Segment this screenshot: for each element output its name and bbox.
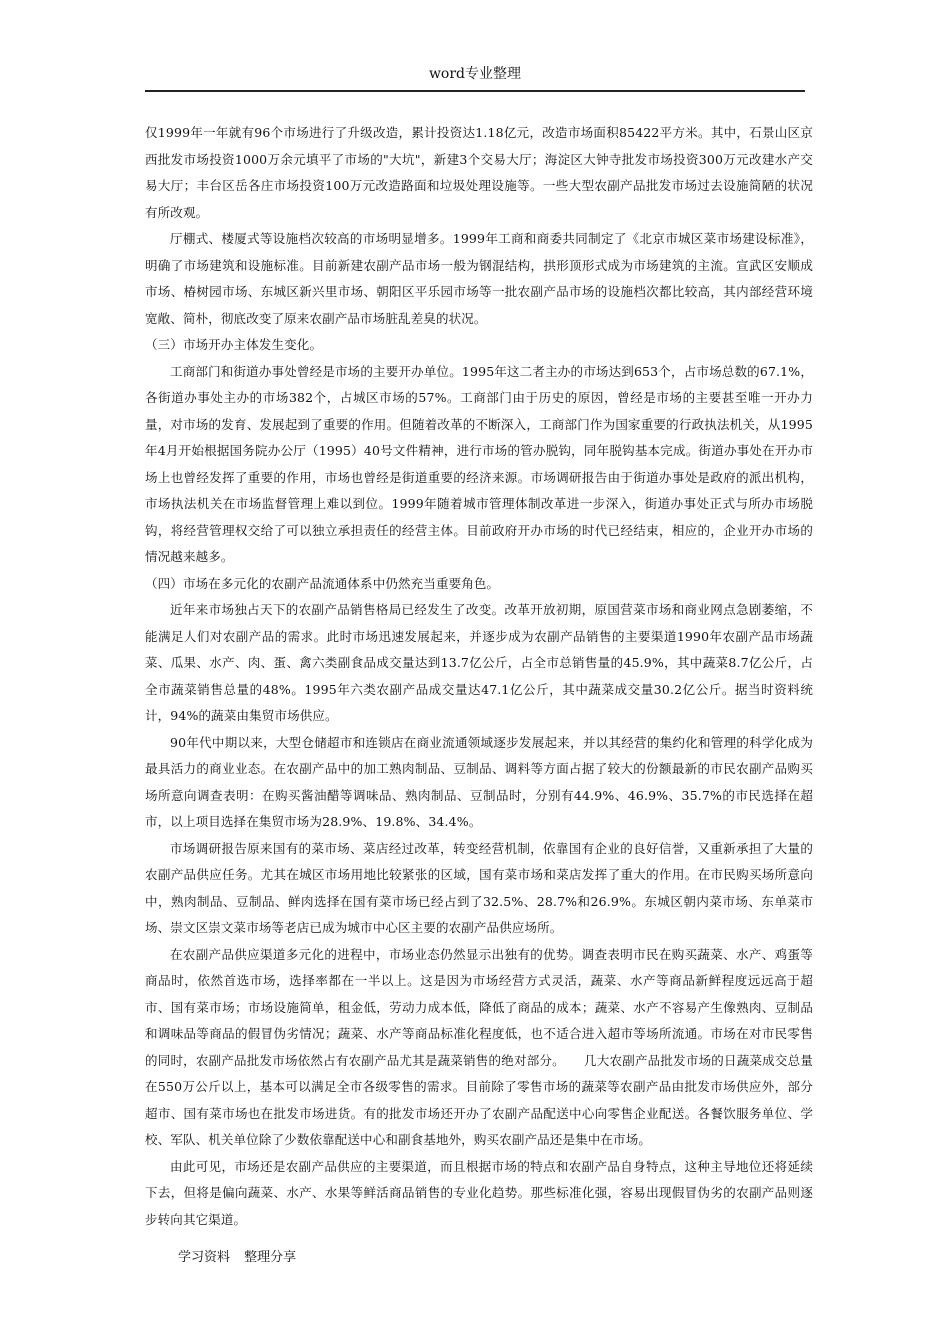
- paragraph: 在农副产品供应渠道多元化的进程中，市场业态仍然显示出独有的优势。调查表明市民在购买蔬菜、水产、鸡蛋等商品时，依然首选市场，选择率都在一半以上。这是因为市场经营方式灵活，蔬菜、水产等商品新鲜程度远远高于超市、国有菜市场；市场设施简单，租金低，劳动力成本低，降低了商品的成本；蔬菜、水产不容易产生像熟肉、豆制品和调味品等商品的假冒伪劣情况；蔬菜、水产等商品标准化程度低，也不适合进入超市等场所流通。市场在对市民零售的同时，农副产品批发市场依然占有农副产品尤其是蔬菜销售的绝对部分。 几大农副产品批发市场的日蔬菜成交总量在550万公斤以上，基本可以满足全市各级零售的需求。目前除了零售市场的蔬菜等农副产品由批发市场供应外，部分超市、国有菜市场也在批发市场进货。有的批发市场还开办了农副产品配送中心向零售企业配送。各餐饮服务单位、学校、军队、机关单位除了少数依靠配送中心和副食基地外，购买农副产品还是集中在市场。: [145, 946, 813, 1147]
- paragraph: 工商部门和街道办事处曾经是市场的主要开办单位。1995年这二者主办的市场达到653个，占市场总数的67.1%，各街道办事处主办的市场382个，占城区市场的57%。工商部门由于历史的原因，曾经是市场的主要甚至唯一开办力量，对市场的发育、发展起到了重要的作用。但随着改革的不断深入，工商部门作为国家重要的行政执法机关，从1995年4月开始根据国务院办公厅（1995）40号文件精神，进行市场的管办脱钩，同年脱钩基本完成。街道办事处在开办市场上也曾经发挥了重要的作用，市场也曾经是街道重要的经济来源。市场调研报告由于街道办事处是政府的派出机构，市场执法机关在市场监督管理上难以到位。1999年随着城市管理体制改革进一步深入，街道办事处正式与所办市场脱钩，将经营管理权交给了可以独立承担责任的经营主体。目前政府开办市场的时代已经结束，相应的，企业开办市场的情况越来越多。: [145, 363, 813, 564]
- paragraph: 仅1999年一年就有96个市场进行了升级改造，累计投资达1.18亿元，改造市场面积85422平方米。其中，石景山区京西批发市场投资1000万余元填平了市场的"大坑"，新建3个交易大厅；海淀区大钟寺批发市场投资300万元改建水产交易大厅；丰台区岳各庄市场投资100万元改造路面和垃圾处理设施等。一些大型农副产品批发市场过去设施简陋的状况有所改观。: [145, 125, 813, 220]
- document-body: [145, 120, 813, 1233]
- section-heading: （四）市场在多元化的农副产品流通体系中仍然充当重要角色。: [145, 575, 500, 591]
- header-title: word专业整理: [428, 66, 522, 82]
- section-heading: （三）市场开办主体发生变化。: [145, 337, 323, 352]
- footer-right-text: 整理分享: [244, 1250, 297, 1265]
- paragraph: 近年来市场独占天下的农副产品销售格局已经发生了改变。改革开放初期，原国营菜市场和商业网点急剧萎缩，不能满足人们对农副产品的需求。此时市场迅速发展起来，并逐步成为农副产品销售的主要渠道1990年农副产品市场蔬菜、瓜果、水产、肉、蛋、禽六类副食品成交量达到13.7亿公斤，占全市总销售量的45.9%，其中蔬菜8.7亿公斤，占全市蔬菜销售总量的48%。1995年六类农副产品成交量达47.1亿公斤，其中蔬菜成交量30.2亿公斤。据当时资料统计，94%的蔬菜由集贸市场供应。: [145, 602, 813, 723]
- paragraph: 90年代中期以来，大型仓储超市和连锁店在商业流通领域逐步发展起来，并以其经营的集约化和管理的科学化成为最具活力的商业业态。在农副产品中的加工熟肉制品、豆制品、调料等方面占据了较大的份额最新的市民农副产品购买场所意向调查表明：在购买酱油醋等调味品、熟肉制品、豆制品时，分别有44.9%、46.9%、35.7%的市民选择在超市，以上项目选择在集贸市场为28.9%、19.8%、34.4%。: [145, 734, 813, 829]
- page-footer: [178, 1248, 296, 1268]
- paragraph: 市场调研报告原来国有的菜市场、菜店经过改革，转变经营机制，依靠国有企业的良好信誉，又重新承担了大量的农副产品供应任务。尤其在城区市场用地比较紧张的区域，国有菜市场和菜店发挥了重大的作用。在市民购买场所意向中，熟肉制品、豆制品、鲜肉选择在国有菜市场已经占到了32.5%、28.7%和26.9%。东城区朝内菜市场、东单菜市场、崇文区崇文菜市场等老店已成为城市中心区主要的农副产品供应场所。: [145, 840, 813, 935]
- page-header: [145, 64, 805, 92]
- paragraph: 厅棚式、楼厦式等设施档次较高的市场明显增多。1999年工商和商委共同制定了《北京市城区菜市场建设标准》，明确了市场建筑和设施标准。目前新建农副产品市场一般为钢混结构，拱形顶形式成为市场建筑的主流。宣武区安顺成市场、椿树园市场、东城区新兴里市场、朝阳区平乐园市场等一批农副产品市场的设施档次都比较高，其内部经营环境宽敞、简朴，彻底改变了原来农副产品市场脏乱差臭的状况。: [145, 231, 813, 326]
- footer-left-text: 学习资料: [178, 1250, 231, 1265]
- paragraph: 由此可见，市场还是农副产品供应的主要渠道，而且根据市场的特点和农副产品自身特点，这种主导地位还将延续下去，但将是偏向蔬菜、水产、水果等鲜活商品销售的专业化趋势。那些标准化强，容易出现假冒伪劣的农副产品则逐步转向其它渠道。: [145, 1158, 813, 1227]
